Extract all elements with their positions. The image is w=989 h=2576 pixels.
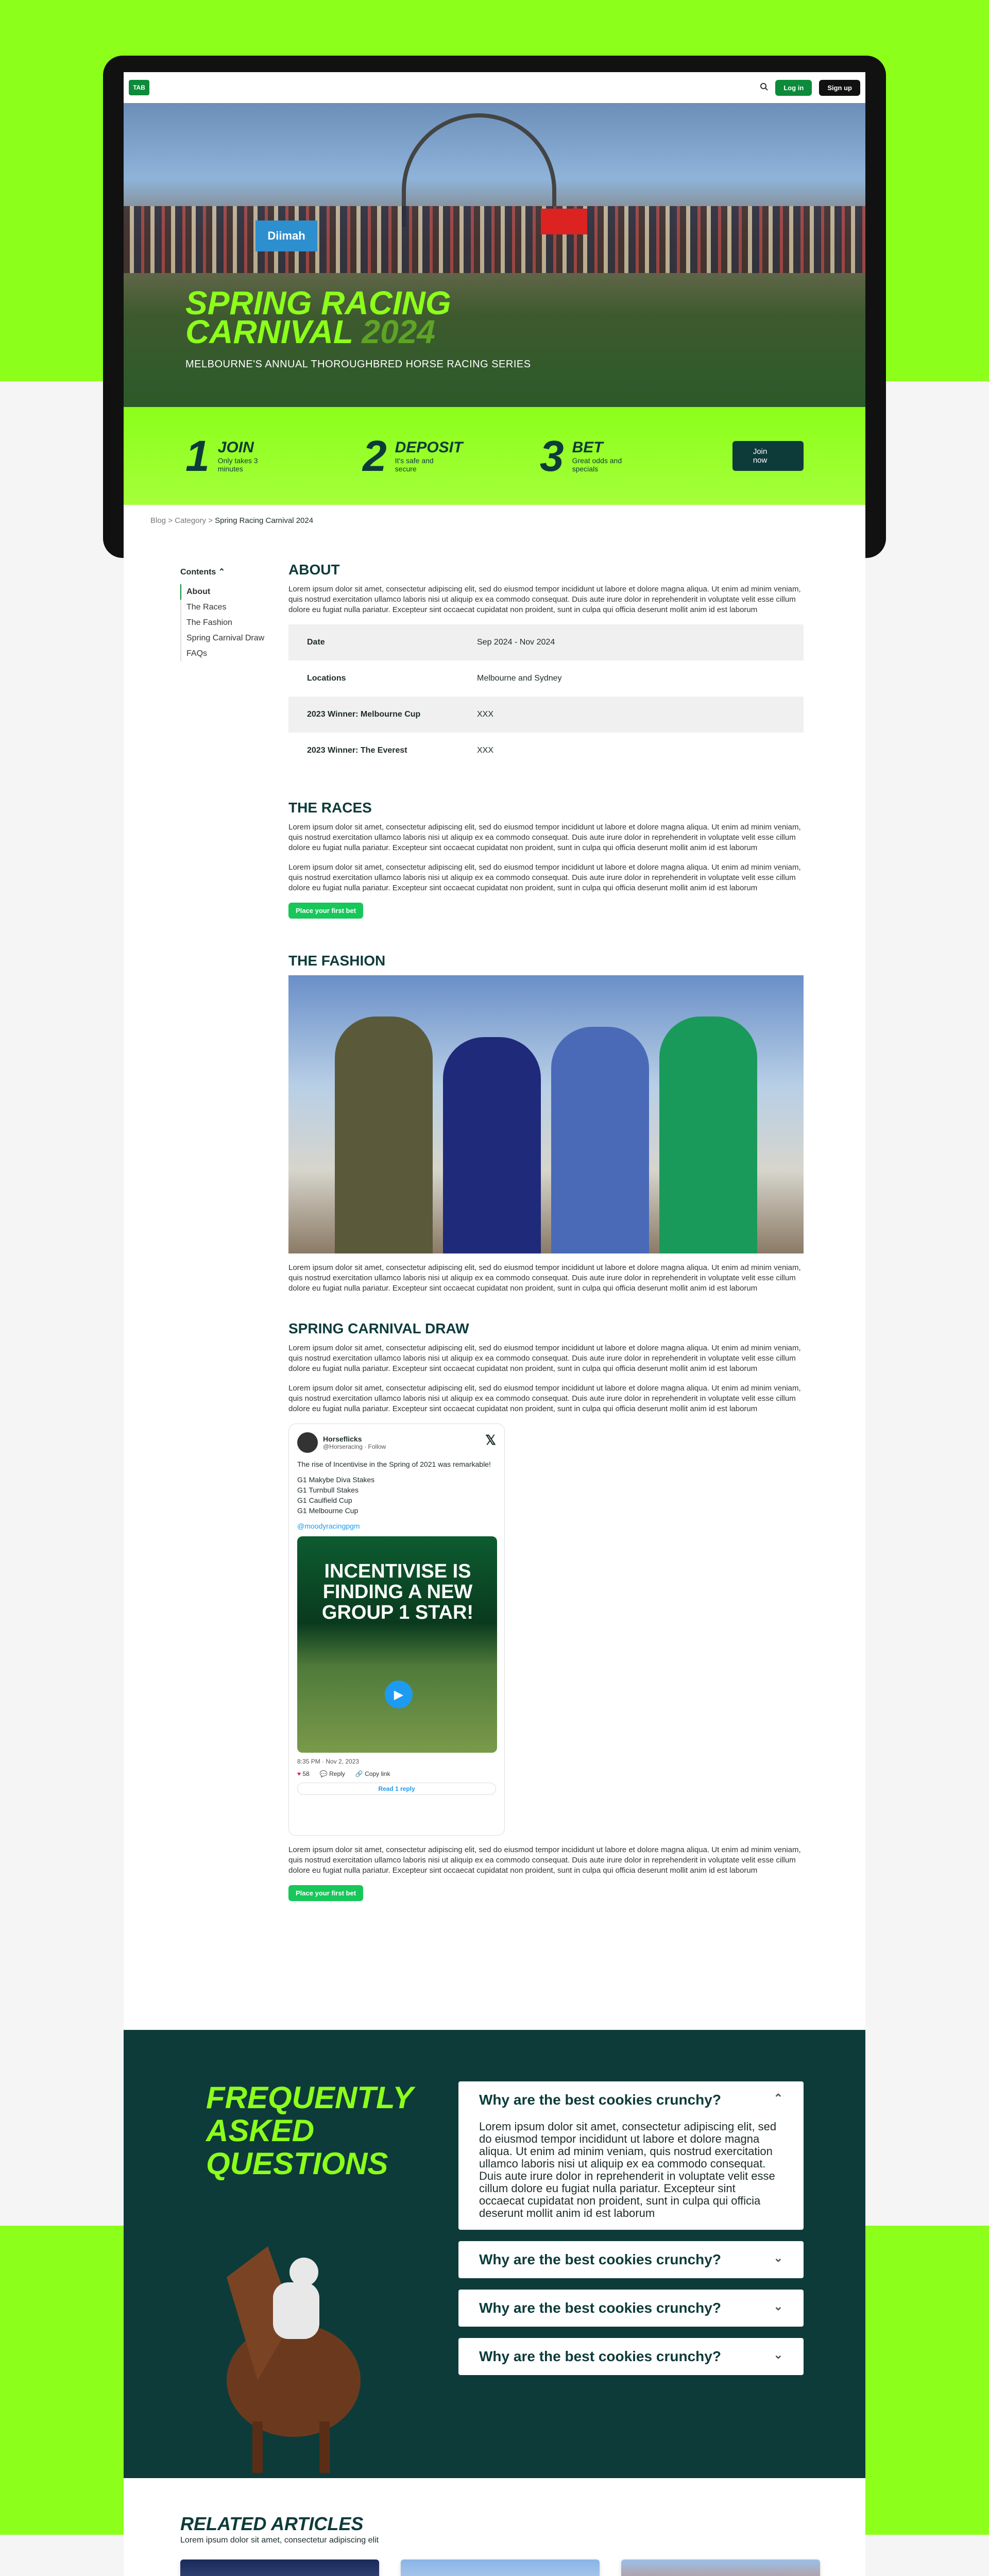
draw-title: SPRING CARNIVAL DRAW [288, 1320, 469, 1336]
chevron-down-icon: ⌄ [773, 2300, 783, 2313]
article-image [180, 2560, 379, 2576]
table-row: Date Sep 2024 - Nov 2024 [288, 624, 804, 660]
copy-link-button[interactable]: 🔗 Copy link [355, 1770, 390, 1777]
signup-button[interactable]: Sign up [819, 80, 860, 96]
tab-logo[interactable]: TAB [129, 80, 149, 95]
signup-steps [124, 407, 865, 505]
step-join: 1 JOIN Only takes 3 minutes [185, 431, 258, 480]
heart-icon: ♥ [297, 1770, 301, 1777]
toc-item-draw[interactable]: Spring Carnival Draw [180, 631, 268, 646]
facts-table [288, 624, 804, 769]
table-of-contents: Contents ⌃ About The Races The Fashion Spring Carnival Draw FAQs [180, 567, 268, 662]
toc-item-faqs[interactable]: FAQs [180, 646, 268, 662]
like-button[interactable]: ♥ 58 [297, 1770, 310, 1777]
breadcrumb-blog[interactable]: Blog [150, 516, 166, 525]
place-bet-button-2[interactable]: Place your first bet [288, 1885, 363, 1901]
toc-item-about[interactable]: About [180, 584, 268, 600]
article-card[interactable] [621, 2560, 820, 2576]
chevron-up-icon: ⌃ [773, 2092, 783, 2105]
play-icon[interactable]: ▶ [385, 1681, 413, 1708]
place-bet-button[interactable]: Place your first bet [288, 903, 363, 919]
races-text-1: Lorem ipsum dolor sit amet, consectetur adipiscing elit, sed do eiusmod tempor incididunt ut labore et dolore magna aliqua. Ut enim ad minim veniam, quis nostrud exercitation ullamco laboris nisi ut aliquip ex ea commodo consequat. Duis aute irure dolor in reprehenderit in voluptate velit esse cillum dolore eu fugiat nulla pariatur. Excepteur sint occaecat cupidatat non proident, sunt in culpa qui officia deserunt mollit anim id est laborum [288, 823, 801, 852]
fashion-title: THE FASHION [288, 953, 386, 969]
chevron-up-icon: ⌃ [218, 568, 226, 577]
breadcrumb: Blog > Category > Spring Racing Carnival 2024 [124, 505, 865, 536]
search-icon[interactable] [760, 82, 768, 93]
reply-icon: 💬 [319, 1770, 328, 1777]
about-title: ABOUT [288, 562, 340, 578]
woman-figure [443, 1037, 541, 1253]
tweet-mention[interactable]: @moodyracingpgm [297, 1522, 360, 1530]
toc-item-fashion[interactable]: The Fashion [180, 615, 268, 631]
about-text: Lorem ipsum dolor sit amet, consectetur adipiscing elit, sed do eiusmod tempor incididunt ut labore et dolore magna aliqua. Ut enim ad minim veniam, quis nostrud exercitation ullamco laboris nisi ut aliquip ex ea commodo consequat. Duis aute irure dolor in reprehenderit in voluptate velit esse cillum dolore eu fugiat nulla pariatur. Excepteur sint occaecat cupidatat non proident, sunt in culpa qui officia deserunt mollit anim id est laborum [288, 585, 801, 614]
table-row: 2023 Winner: Melbourne Cup XXX [288, 697, 804, 733]
reply-button[interactable]: 💬 Reply [319, 1770, 345, 1777]
fashion-photo [288, 975, 804, 1253]
draw-text-1: Lorem ipsum dolor sit amet, consectetur adipiscing elit, sed do eiusmod tempor incididunt ut labore et dolore magna aliqua. Ut enim ad minim veniam, quis nostrud exercitation ullamco laboris nisi ut aliquip ex ea commodo consequat. Duis aute irure dolor in reprehenderit in voluptate velit esse cillum dolore eu fugiat nulla pariatur. Excepteur sint occaecat cupidatat non proident, sunt in culpa qui officia deserunt mollit anim id est laborum [288, 1344, 801, 1373]
tweet-text: The rise of Incentivise in the Spring of 2021 was remarkable! [297, 1460, 491, 1468]
fashion-text: Lorem ipsum dolor sit amet, consectetur adipiscing elit, sed do eiusmod tempor incididunt ut labore et dolore magna aliqua. Ut enim ad minim veniam, quis nostrud exercitation ullamco laboris nisi ut aliquip ex ea commodo consequat. Duis aute irure dolor in reprehenderit in voluptate velit esse cillum dolore eu fugiat nulla pariatur. Excepteur sint occaecat cupidatat non proident, sunt in culpa qui officia deserunt mollit anim id est laborum [288, 1263, 801, 1293]
article-card[interactable] [401, 2560, 600, 2576]
draw-text-3: Lorem ipsum dolor sit amet, consectetur adipiscing elit, sed do eiusmod tempor incididunt ut labore et dolore magna aliqua. Ut enim ad minim veniam, quis nostrud exercitation ullamco laboris nisi ut aliquip ex ea commodo consequat. Duis aute irure dolor in reprehenderit in voluptate velit esse cillum dolore eu fugiat nulla pariatur. Excepteur sint occaecat cupidatat non proident, sunt in culpa qui officia deserunt mollit anim id est laborum [288, 1845, 801, 1875]
faq-item[interactable]: Why are the best cookies crunchy? ⌄ [458, 2241, 804, 2278]
screen [124, 72, 865, 536]
breadcrumb-current: Spring Racing Carnival 2024 [215, 516, 314, 525]
navbar [124, 72, 865, 103]
woman-figure [551, 1027, 649, 1253]
sponsor-sign: Diimah [255, 221, 317, 251]
article-image [621, 2560, 820, 2576]
article [124, 536, 865, 2030]
jockey-horse-image [196, 2215, 391, 2473]
woman-figure [335, 1016, 433, 1253]
x-logo-icon[interactable]: 𝕏 [485, 1432, 496, 1448]
link-icon: 🔗 [355, 1770, 363, 1777]
crowd-image [124, 206, 865, 273]
draw-text-2: Lorem ipsum dolor sit amet, consectetur adipiscing elit, sed do eiusmod tempor incididunt ut labore et dolore magna aliqua. Ut enim ad minim veniam, quis nostrud exercitation ullamco laboris nisi ut aliquip ex ea commodo consequat. Duis aute irure dolor in reprehenderit in voluptate velit esse cillum dolore eu fugiat nulla pariatur. Excepteur sint occaecat cupidatat non proident, sunt in culpa qui officia deserunt mollit anim id est laborum [288, 1384, 801, 1413]
faq-item[interactable]: Why are the best cookies crunchy? ⌄ [458, 2290, 804, 2327]
article-card[interactable] [180, 2560, 379, 2576]
races-text-2: Lorem ipsum dolor sit amet, consectetur adipiscing elit, sed do eiusmod tempor incididunt ut labore et dolore magna aliqua. Ut enim ad minim veniam, quis nostrud exercitation ullamco laboris nisi ut aliquip ex ea commodo consequat. Duis aute irure dolor in reprehenderit in voluptate velit esse cillum dolore eu fugiat nulla pariatur. Excepteur sint occaecat cupidatat non proident, sunt in culpa qui officia deserunt mollit anim id est laborum [288, 863, 801, 892]
avatar[interactable] [297, 1432, 318, 1453]
tweet-video[interactable]: INCENTIVISE IS FINDING A NEW GROUP 1 STAR! ▶ [297, 1536, 497, 1753]
faq-item[interactable]: Why are the best cookies crunchy? ⌄ [458, 2338, 804, 2375]
table-row: 2023 Winner: The Everest XXX [307, 746, 494, 755]
embedded-tweet[interactable]: 𝕏 Horseflicks @Horseracing · Follow The rise of Incentivise in the Spring of 2021 was remarkable! G1 Makybe Diva Stakes G1 Turnbull Stakes G1 Caulfield Cup G1 Melbourne Cup @moodyracingpgm INCENTIVISE IS FINDING A NEW GROUP 1 STAR! ▶ 8:35 PM · Nov 2, 2023 ♥ 58 💬 Reply 🔗 Copy link Read 1 reply [288, 1423, 505, 1836]
chevron-down-icon: ⌄ [773, 2251, 783, 2264]
step-bet: 3 BET Great odds and specials [539, 431, 622, 480]
faq-title: FREQUENTLY ASKED QUESTIONS [206, 2080, 413, 2181]
hero-banner [124, 103, 865, 407]
join-now-button[interactable]: Join now [732, 441, 804, 471]
faq-section [124, 2030, 865, 2478]
woman-figure [659, 1016, 757, 1253]
login-button[interactable]: Log in [775, 80, 812, 96]
races-title: THE RACES [288, 800, 372, 816]
hero-subtitle: MELBOURNE'S ANNUAL THOROUGHBRED HORSE RACING SERIES [185, 359, 531, 370]
article-image [401, 2560, 600, 2576]
related-title: RELATED ARTICLES [180, 2513, 364, 2534]
related-subtitle: Lorem ipsum dolor sit amet, consectetur adipiscing elit [180, 2536, 379, 2545]
faq-item[interactable]: Why are the best cookies crunchy? ⌃ Lorem ipsum dolor sit amet, consectetur adipiscing elit, sed do eiusmod tempor incididunt ut labore et dolore magna aliqua. Ut enim ad minim veniam, quis nostrud exercitation ullamco laboris nisi ut aliquip ex ea commodo consequat. Duis aute irure dolor in reprehenderit in voluptate velit esse cillum dolore eu fugiat nulla pariatur. Excepteur sint occaecat cupidatat non proident, sunt in culpa qui officia deserunt mollit anim id est laborum [458, 2081, 804, 2230]
read-reply-button[interactable]: Read 1 reply [297, 1783, 496, 1795]
step-deposit: 2 DEPOSIT It's safe and secure [362, 431, 463, 480]
related-articles [124, 2478, 865, 2576]
hero-title: SPRING RACING CARNIVAL 2024 [185, 284, 451, 350]
chevron-down-icon: ⌄ [773, 2348, 783, 2361]
breadcrumb-category[interactable]: Category [175, 516, 207, 525]
sponsor-sign-red [541, 209, 587, 234]
table-row: Locations Melbourne and Sydney [307, 674, 562, 683]
toc-item-races[interactable]: The Races [180, 600, 268, 615]
